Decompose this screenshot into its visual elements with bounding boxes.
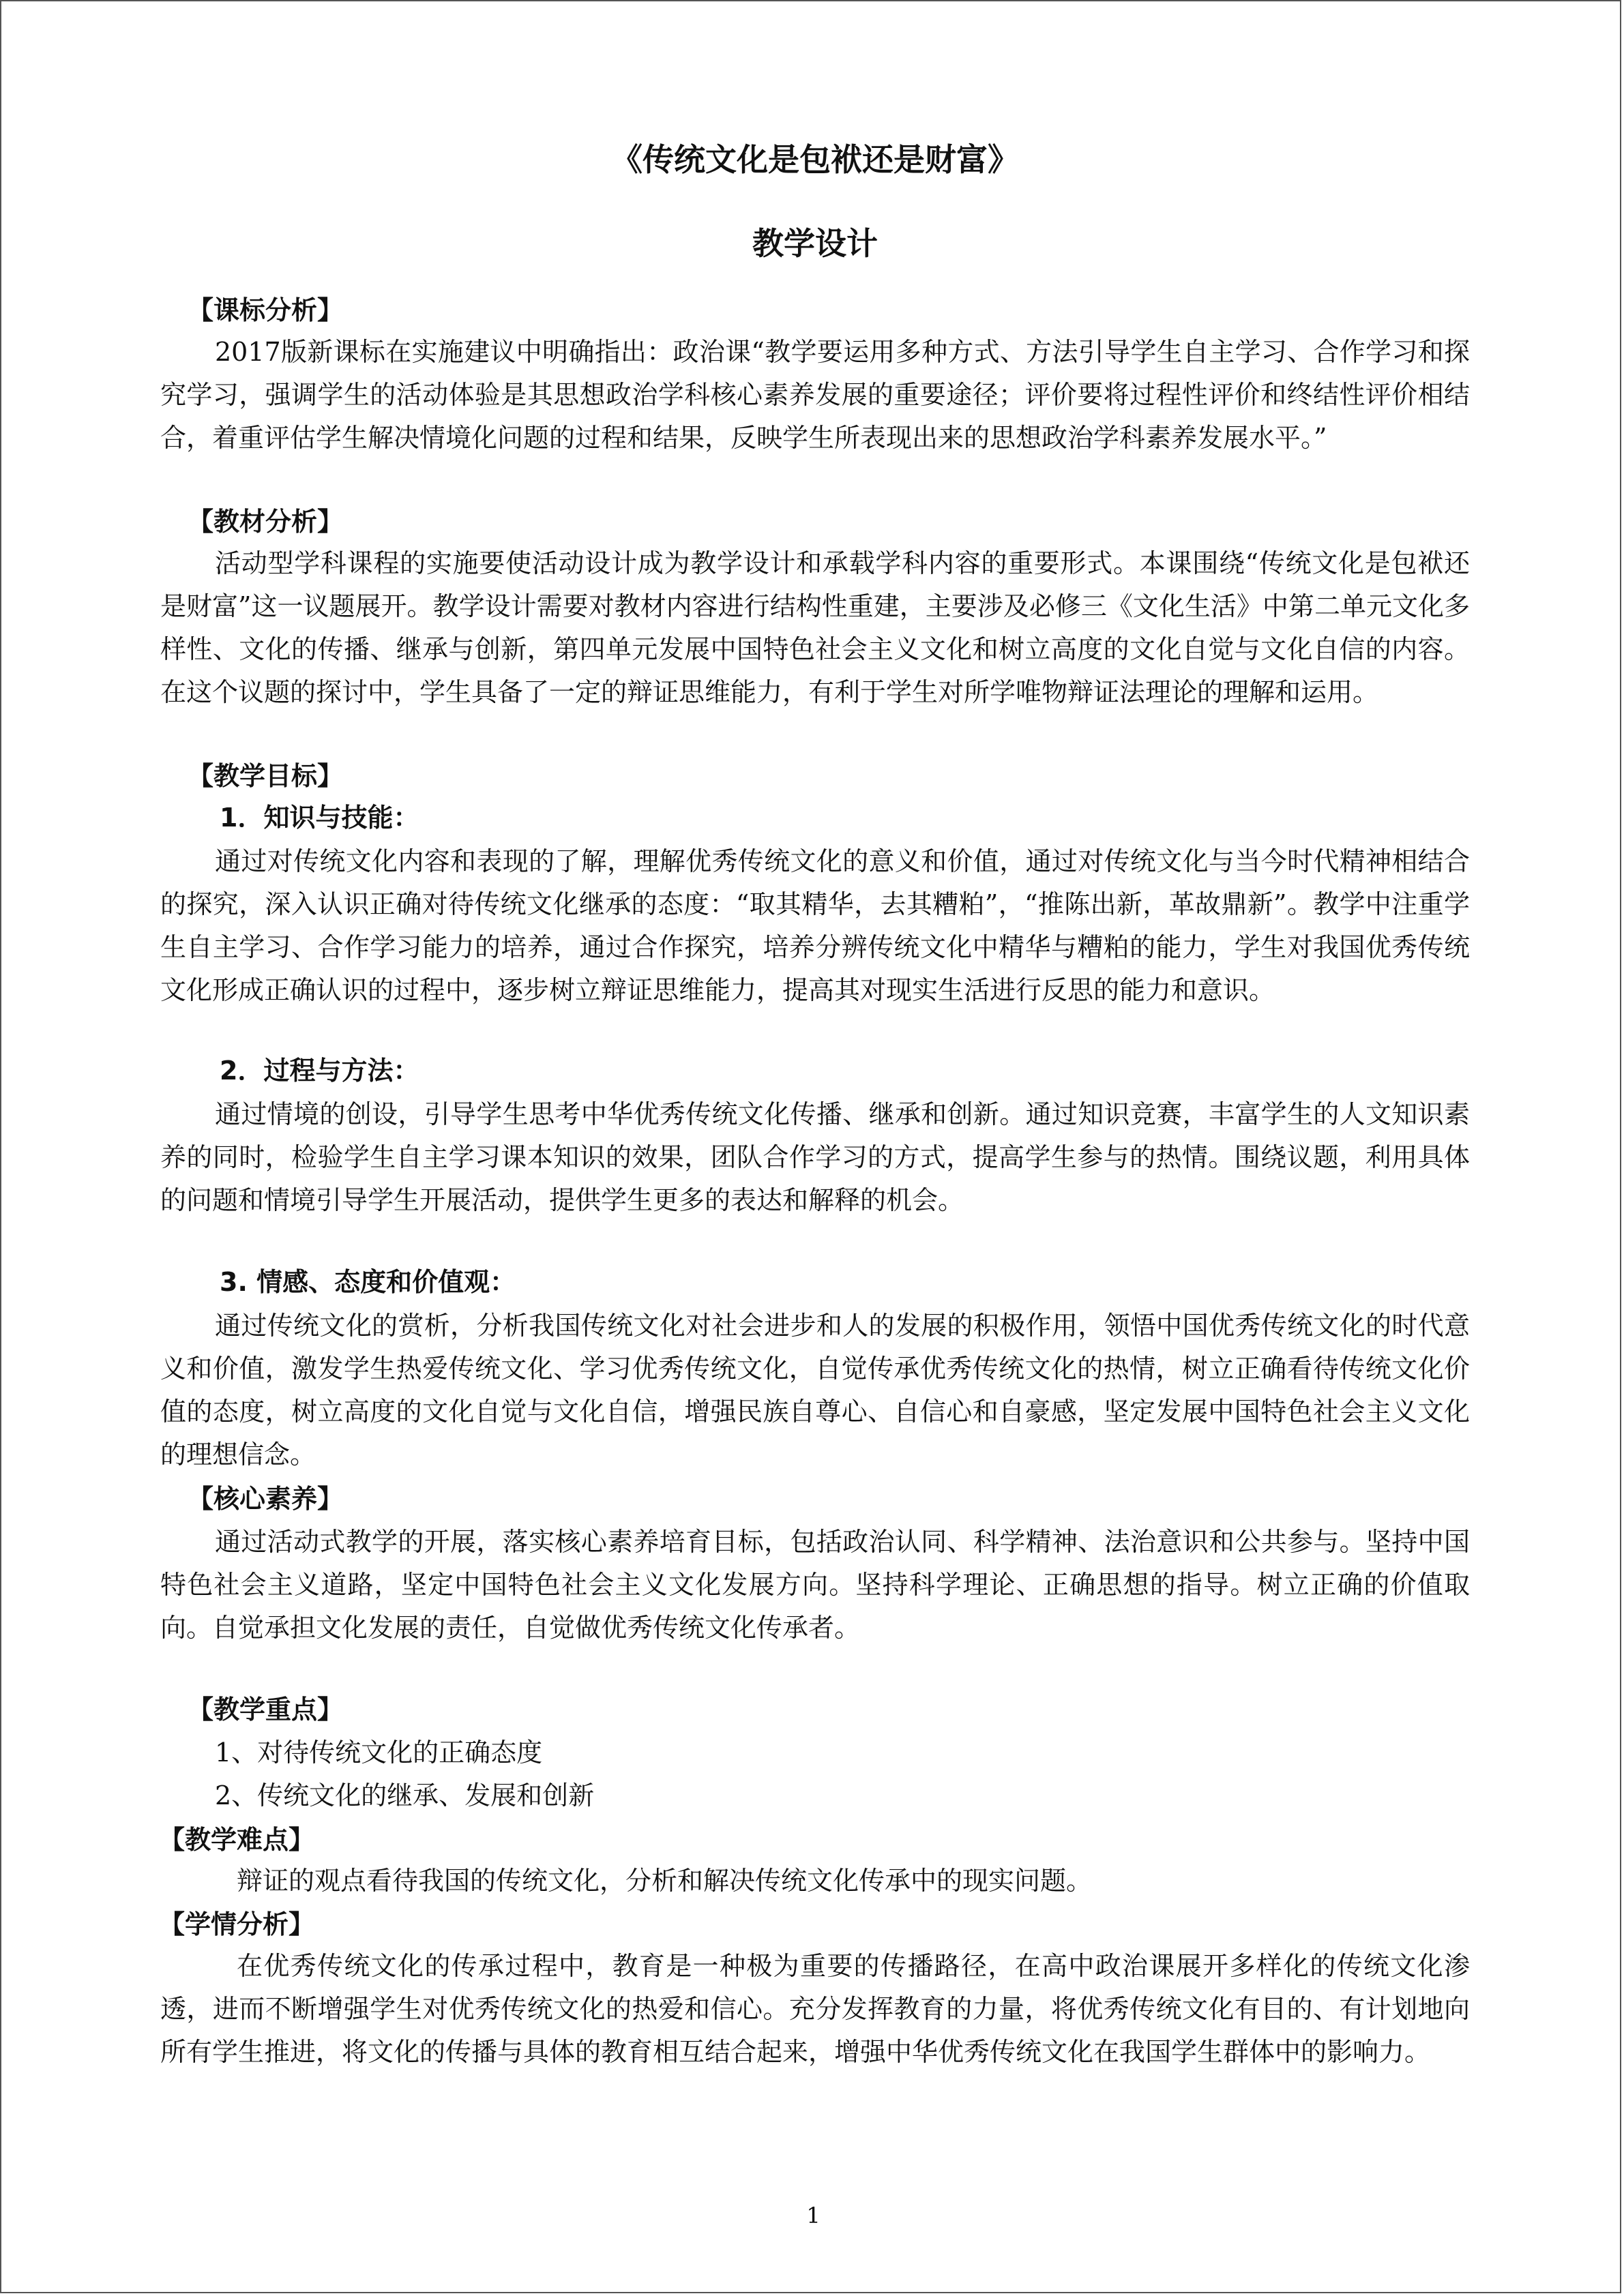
section-heading-core: 【核心素养】 bbox=[188, 1484, 344, 1514]
goals-knowledge-paragraph: 通过对传统文化内容和表现的了解，理解优秀传统文化的意义和价值，通过对传统文化与当今时代精神相结合的探究，深入认识正确对待传统文化继承的态度：“取其精华，去其糟粕”，“推陈出新，革故鼎新”。教学中注重学生自主学习、合作学习能力的培养，通过合作探究，培养分辨传统文化中精华与糟粕的能力，学生对我国优秀传统文化形成正确认识的过程中，逐步树立辩证思维能力，提高其对现实生活进行反思的能力和意识。 bbox=[160, 846, 1470, 1005]
goals-knowledge-heading: 1．知识与技能： bbox=[220, 803, 419, 833]
section-heading-textbook: 【教材分析】 bbox=[188, 507, 344, 537]
section-heading-difficulties: 【教学难点】 bbox=[159, 1825, 315, 1855]
section-heading-curriculum: 【课标分析】 bbox=[188, 295, 344, 325]
goals-process-paragraph: 通过情境的创设，引导学生思考中华优秀传统文化传播、继承和创新。通过知识竞赛，丰富学生的人文知识素养的同时，检验学生自主学习课本知识的效果，团队合作学习的方式，提高学生参与的热情。围绕议题，利用具体的问题和情境引导学生开展活动，提供学生更多的表达和解释的机会。 bbox=[160, 1099, 1470, 1215]
key-point-item: 1、对待传统文化的正确态度 bbox=[215, 1738, 543, 1768]
curriculum-paragraph: 2017版新课标在实施建议中明确指出：政治课“教学要运用多种方式、方法引导学生自主学习、合作学习和探究学习，强调学生的活动体验是其思想政治学科核心素养发展的重要途径；评价要将过程性评价和终结性评价相结合，着重评估学生解决情境化问题的过程和结果，反映学生所表现出来的思想政治学科素养发展水平。” bbox=[160, 337, 1470, 453]
difficulties-text: 辩证的观点看待我国的传统文化，分析和解决传统文化传承中的现实问题。 bbox=[237, 1866, 1093, 1896]
goals-emotion-heading: 3. 情感、态度和价值观： bbox=[220, 1267, 516, 1297]
section-heading-students: 【学情分析】 bbox=[159, 1909, 315, 1939]
core-paragraph: 通过活动式教学的开展，落实核心素养培育目标，包括政治认同、科学精神、法治意识和公共参与。坚持中国特色社会主义道路，坚定中国特色社会主义文化发展方向。坚持科学理论、正确思想的指导。树立正确的价值取向。自觉承担文化发展的责任，自觉做优秀传统文化传承者。 bbox=[160, 1527, 1470, 1643]
students-paragraph: 在优秀传统文化的传承过程中，教育是一种极为重要的传播路径，在高中政治课展开多样化的传统文化渗透，进而不断增强学生对优秀传统文化的热爱和信心。充分发挥教育的力量，将优秀传统文化有目的、有计划地向所有学生推进，将文化的传播与具体的教育相互结合起来，增强中华优秀传统文化在我国学生群体中的影响力。 bbox=[160, 1951, 1470, 2067]
document-subtitle: 教学设计 bbox=[752, 225, 878, 262]
document-title: 《传统文化是包袱还是财富》 bbox=[611, 141, 1019, 178]
goals-emotion-paragraph: 通过传统文化的赏析，分析我国传统文化对社会进步和人的发展的积极作用，领悟中国优秀传统文化的时代意义和价值，激发学生热爱传统文化、学习优秀传统文化，自觉传承优秀传统文化的热情，树立正确看待传统文化价值的态度，树立高度的文化自觉与文化自信，增强民族自尊心、自信心和自豪感，坚定发展中国特色社会主义文化的理想信念。 bbox=[160, 1311, 1470, 1470]
goals-process-heading: 2．过程与方法： bbox=[220, 1056, 419, 1086]
section-heading-key-points: 【教学重点】 bbox=[188, 1695, 344, 1725]
key-point-item: 2、传统文化的继承、发展和创新 bbox=[215, 1780, 595, 1810]
textbook-paragraph: 活动型学科课程的实施要使活动设计成为教学设计和承载学科内容的重要形式。本课围绕“传统文化是包袱还是财富”这一议题展开。教学设计需要对教材内容进行结构性重建，主要涉及必修三《文化生活》中第二单元文化多样性、文化的传播、继承与创新，第四单元发展中国特色社会主义文化和树立高度的文化自觉与文化自信的内容。在这个议题的探讨中，学生具备了一定的辩证思维能力，有利于学生对所学唯物辩证法理论的理解和运用。 bbox=[160, 548, 1470, 707]
page-number: 1 bbox=[806, 2203, 821, 2228]
section-heading-goals: 【教学目标】 bbox=[188, 761, 344, 791]
